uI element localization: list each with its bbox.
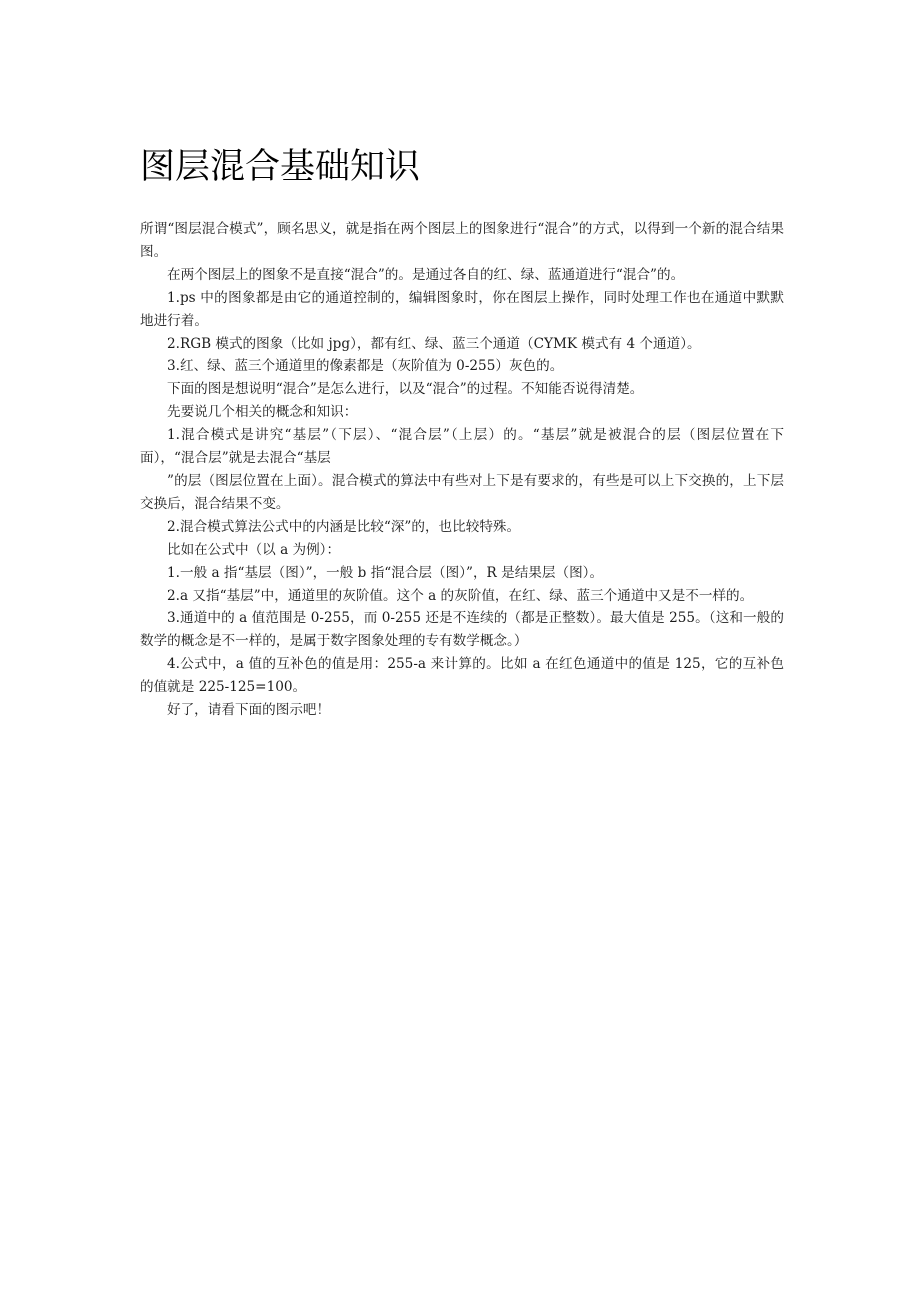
document-title: 图层混合基础知识 — [140, 147, 421, 187]
paragraph-8: 1.混合模式是讲究“基层”（下层）、“混合层”（上层）的。“基层”就是被混合的层（图层位置在下面），“混合层”就是去混合“基层 — [140, 427, 784, 467]
paragraph-10: 2.混合模式算法公式中的内涵是比较“深”的，也比较特殊。 — [167, 518, 521, 535]
paragraph-1: 所谓“图层混合模式”，顾名思义，就是指在两个图层上的图象进行“混合”的方式，以得到一个新的混合结果图。 — [140, 221, 784, 260]
paragraph-5: 3.红、绿、蓝三个通道里的像素都是（灰阶值为 0-255）灰色的。 — [167, 358, 564, 375]
document-body — [140, 218, 784, 722]
paragraph-6: 下面的图是想说明“混合”是怎么进行，以及“混合”的过程。不知能否说得清楚。 — [167, 381, 644, 398]
paragraph-7: 先要说几个相关的概念和知识： — [167, 404, 358, 421]
paragraph-11: 比如在公式中（以 a 为例）： — [167, 541, 341, 558]
paragraph-4: 2.RGB 模式的图象（比如 jpg），都有红、绿、蓝三个通道（CYMK 模式有 4 个通道）。 — [167, 335, 701, 352]
paragraph-14: 3.通道中的 a 值范围是 0-255，而 0-255 还是不连续的（都是正整数）。最大值是 255。（这和一般的数学的概念是不一样的，是属于数字图象处理的专有数学概念。） — [140, 610, 784, 650]
paragraph-9: ”的层（图层位置在上面）。混合模式的算法中有些对上下是有要求的，有些是可以上下交换的，上下层交换后，混合结果不变。 — [140, 472, 784, 512]
paragraph-2: 在两个图层上的图象不是直接“混合”的。是通过各自的红、绿、蓝通道进行“混合”的。 — [167, 266, 685, 283]
paragraph-13: 2.a 又指“基层”中，通道里的灰阶值。这个 a 的灰阶值，在红、绿、蓝三个通道中又是不一样的。 — [167, 587, 754, 604]
paragraph-16: 好了，请看下面的图示吧！ — [167, 702, 331, 719]
paragraph-3: 1.ps 中的图象都是由它的通道控制的，编辑图象时，你在图层上操作，同时处理工作也在通道中默默地进行着。 — [140, 289, 784, 329]
paragraph-15: 4.公式中，a 值的互补色的值是用：255-a 来计算的。比如 a 在红色通道中的值是 125，它的互补色的值就是 225-125=100。 — [140, 656, 784, 696]
paragraph-12: 1.一般 a 指“基层（图）”，一般 b 指“混合层（图）”，R 是结果层（图）。 — [167, 564, 604, 581]
